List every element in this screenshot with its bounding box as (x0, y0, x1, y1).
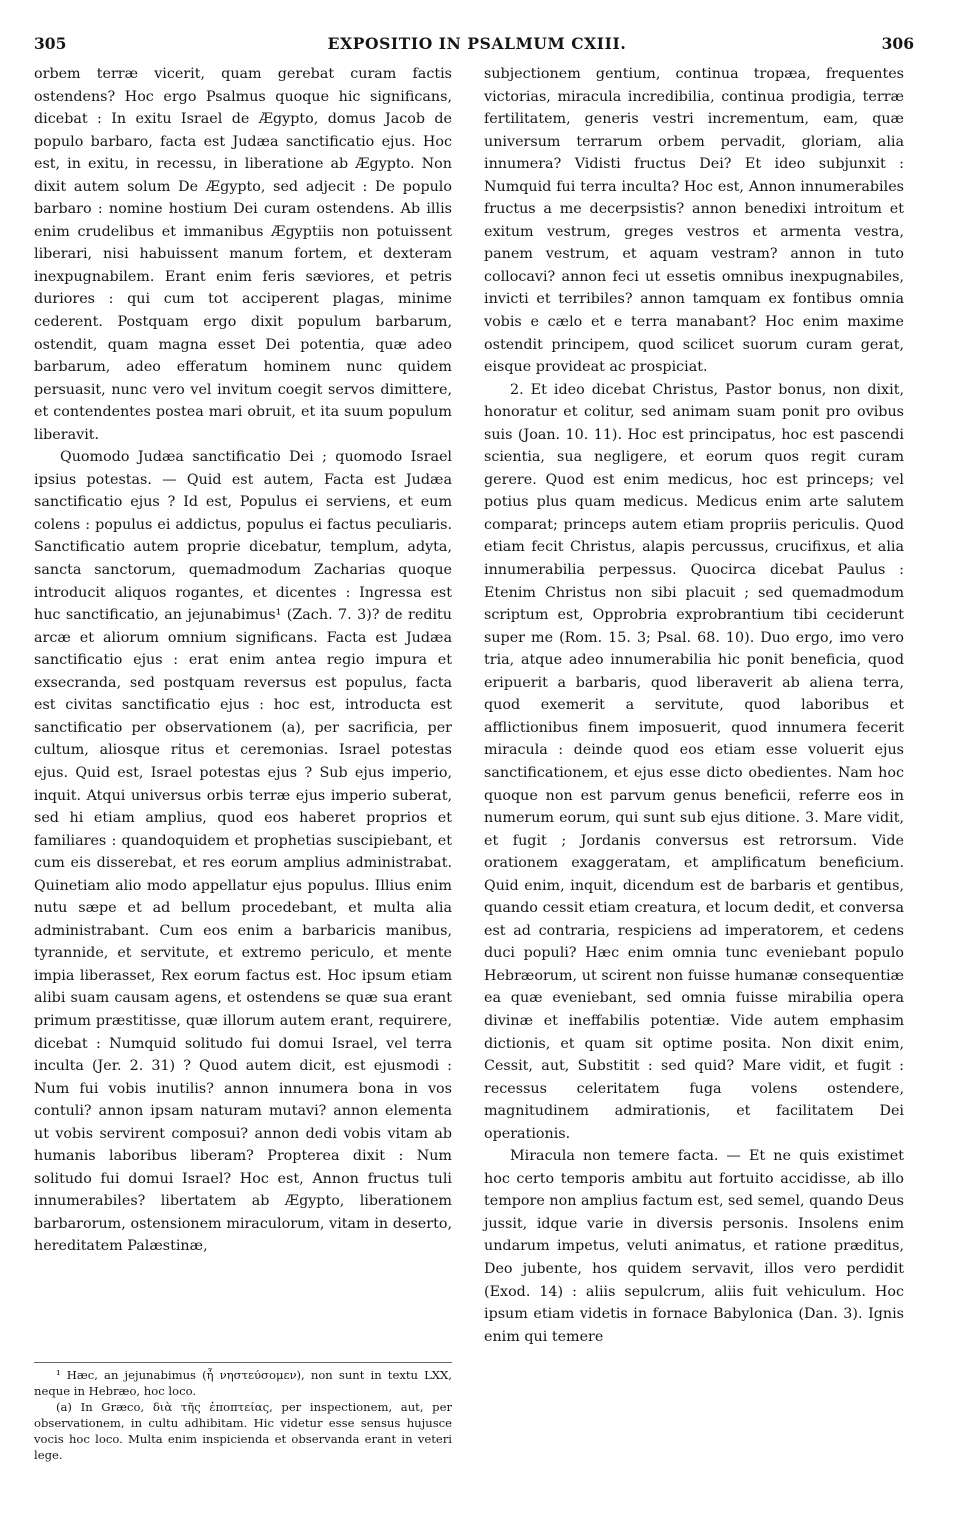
paragraph: Quomodo Judæa sanctificatio Dei ; quomodo Israel ipsius potestas. — Quid est autem, Facta est Judæa sanctificatio ejus ? Id est, Populus ei serviens, et eum colens : populus ei addictus, populus ei factus peculiaris. Sanctificatio autem proprie dicebatur, templum, adyta, sancta sanctorum, quemadmodum Zacharias quoque introducit aliquos rogantes, et dicentes : Ingressa est huc sanctificatio, an jejunabimus¹ (Zach. 7. 3)? de reditu arcæ et aliorum omnium significans. Facta est Judæa sanctificatio ejus : erat enim antea regio impura et exsecranda, sed postquam reversus est populus, facta est civitas sanctificatio ejus : hoc est, introducta est sanctificatio per observationem (a), per sacrificia, per cultum, aliosque ritus et ceremonias. Israel potestas ejus. Quid est, Israel potestas ejus ? Sub ejus imperio, inquit. Atqui universus orbis terræ ejus imperio suberat, sed hi etiam amplius, quod eos haberet proprios et familiares : quandoquidem et prophetias suscipiebant, et cum eis disserebat, et res eorum amplius administrabat. Quinetiam alio modo appellatur ejus populus. Illius enim nutu sæpe et ad bellum procedebant, et multa alia administrabant. Cum eos enim a barbaricis manibus, tyrannide, et servitute, et extremo periculo, et mente impia liberasset, Rex eorum factus est. Hoc ipsum etiam alibi suam causam agens, et ostendens se quæ sua erant primum præstitisse, quæ illorum autem erant, requirere, dicebat : Numquid solitudo fui domui Israel, vel terra inculta (Jer. 2. 31) ? Quod autem dicit, est ejusmodi : Num fui vobis inutilis? annon innumera bona in vos contuli? annon ipsam naturam mutavi? annon elementa ut vobis servirent composui? annon dedi vobis vitam ab humanis laboribus liberam? Propterea dixit : Num solitudo fui domui Israel? Hoc est, Annon fructus tuli innumerabiles? libertatem ab Ægypto, liberationem barbarorum, ostensionem miraculorum, vitam in deserto, hereditatem Palæstinæ, (34, 449, 452, 1255)
paragraph: subjectionem gentium, continua tropæa, frequentes victorias, miracula incredibilia, continua prodigia, terræ fertilitatem, generis vestri incrementum, eam, quæ universum terrarum orbem pervadit, gloriam, alia innumera? Vidisti fructus Dei? Et ideo subjunxit : Numquid fui terra inculta? Hoc est, Annon innumerabiles fructus a me decerpsistis? annon benedixi introitum et exitum vestrum, greges vestros et armenta vestra, panem vestrum, et aquam vestram? annon in tuto collocavi? annon feci ut essetis omnibus inexpugnabiles, invicti et terribiles? annon tamquam ex fontibus omnia vobis e cælo et e terra manabant? Hoc enim maxime ostendit principem, quod scilicet suorum curam gerat, eisque provideat ac prospiciat. (484, 66, 904, 376)
footnotes (34, 1362, 452, 1463)
paragraph: orbem terræ vicerit, quam gerebat curam factis ostendens? Hoc ergo Psalmus quoque hic significans, dicebat : In exitu Israel de Ægypto, domus Jacob de populo barbaro, facta est Judæa sanctificatio ejus. Hoc est, in exitu, in recessu, in liberatione ab Ægypto. Non dixit autem solum De Ægypto, sed adjecit : De populo barbaro : nomine hostium Dei curam ostendens. Ab illis enim crudelibus et immanibus Ægyptiis non potuissent liberari, nisi habuissent manum fortem, et dexteram inexpugnabilem. Erant enim feris sæviores, et petris duriores : qui cum tot acciperent plagas, minime cederent. Postquam ergo dixit populum barbarum, ostendit, quam magna esset Dei potentia, quæ adeo barbarum, adeo efferatum hominem nunc quidem persuasit, nunc vero vel invitum coegit servos dimittere, et contendentes postea mari obruit, et ita suum populum liberavit. (34, 66, 452, 443)
footnote: ¹ Hæc, an jejunabimus (ἦ νηστεύσομεν), non sunt in textu LXX, neque in Hebræo, hoc loco. (34, 1368, 452, 1398)
right-column (484, 63, 904, 1348)
running-title: EXPOSITIO IN PSALMUM CXIII. (327, 34, 627, 53)
page-number-right: 306 (881, 34, 914, 53)
left-column (34, 63, 452, 1258)
page-number-left: 305 (34, 34, 67, 53)
paragraph: Miracula non temere facta. — Et ne quis existimet hoc certo temporis ambitu aut fortuito accidisse, ab illo tempore non amplius factum est, sed semel, quando Deus jussit, idque varie in diversis personis. Insolens enim undarum impetus, veluti animatus, et ratione præditus, Deo jubente, hos quidem servavit, illos vero perdidit (Exod. 14) : aliis sepulcrum, aliis fuit vehiculum. Hoc ipsum etiam videtis in fornace Babylonica (Dan. 3). Ignis enim qui temere (484, 1148, 904, 1345)
footnote: (a) In Græco, διὰ τῆς ἐποπτείας, per inspectionem, aut, per observationem, in cultu adhibitam. Hic videtur esse sensus hujusce vocis hoc loco. Multa enim inspicienda et observanda erant in veteri lege. (34, 1400, 452, 1462)
paragraph: 2. Et ideo dicebat Christus, Pastor bonus, non dixit, honoratur et colitur, sed animam suam ponit pro ovibus suis (Joan. 10. 11). Hoc est principatus, hoc est pascendi scientia, sua negligere, et eorum quos regit curam gerere. Quod est enim medicus, hoc est princeps; vel potius plus quam medicus. Medicus enim arte salutem comparat; princeps autem etiam propriis periculis. Quod etiam fecit Christus, alapis percussus, crucifixus, et alia innumerabilia perpessus. Quocirca dicebat Paulus : Etenim Christus non sibi placuit ; sed quemadmodum scriptum est, Opprobria exprobrantium tibi ceciderunt super me (Rom. 15. 3; Psal. 68. 10). Duo ergo, imo vero tria, atque adeo innumerabilia hic ponit beneficia, quod eripuerit a barbaris, quod liberaverit ab aliena terra, quod exemerit a servitute, quod laboribus et afflictionibus finem imposuerit, quod innumera fecerit miracula : deinde quod eos etiam esse voluerit ejus sanctificationem, et ejus esse dicto obedientes. Nam hoc quoque non est parvum genus beneficii, referre eos in numerum eorum, qui sunt sub ejus ditione. 3. Mare vidit, et fugit ; Jordanis conversus est retrorsum. Vide orationem exaggeratam, et amplificatum beneficium. Quid enim, inquit, dicendum est de barbaris et gentibus, quando cessit etiam creatura, et locum dedit, et conversa est ad contraria, respiciens ad imperatorem, et cedens duci populi? Hæc enim omnia tunc eveniebant populo Hebræorum, ut scirent non fuisse humanæ consequentiæ ea quæ eveniebant, sed omnia fuisse mirabilia opera divinæ et ineffabilis potentiæ. Vide autem emphasim dictionis, et quam sit optime posita. Non dixit enim, Cessit, aut, Substitit : sed quid? Mare vidit, et fugit : recessus celeritatem fuga volens ostendere, magnitudinem admirationis, et facilitatem Dei operationis. (484, 381, 904, 1142)
